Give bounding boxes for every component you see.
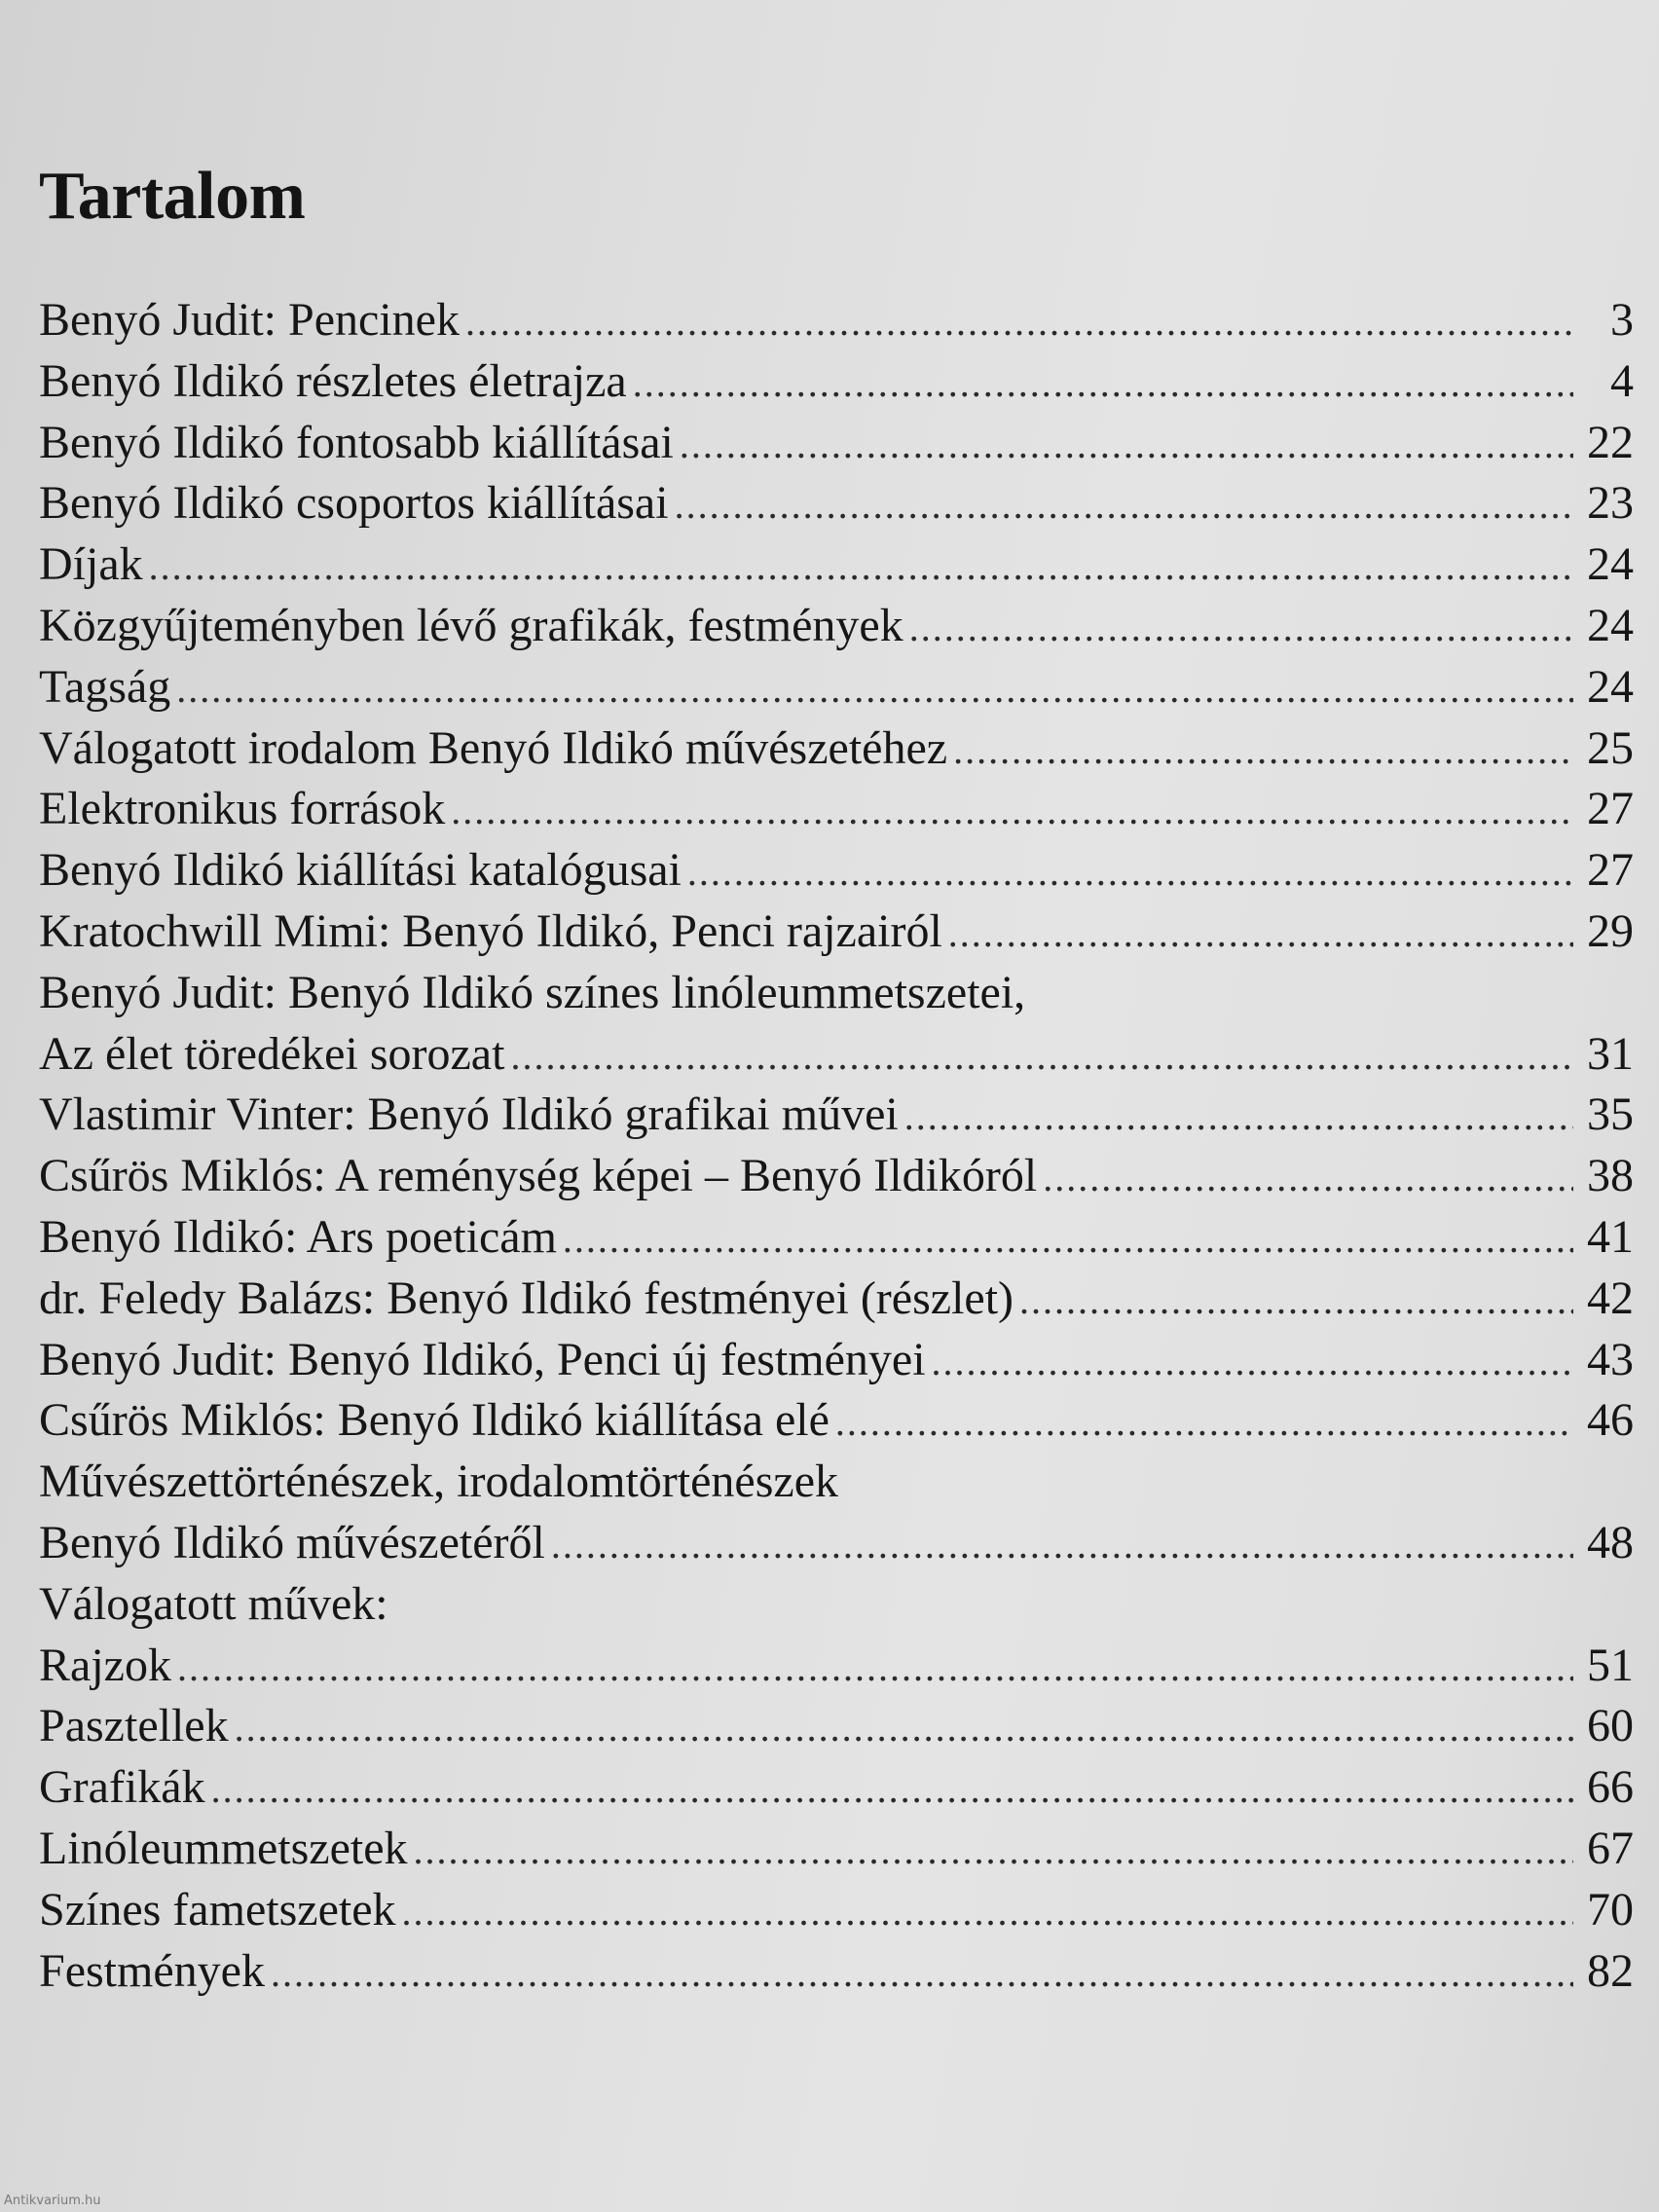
toc-entry [39,1269,1634,1330]
dot-leader [1043,1148,1573,1209]
dot-leader [633,353,1573,415]
dot-leader [235,1698,1573,1759]
table-of-contents [39,290,1634,2002]
toc-entry [39,351,1634,413]
toc-entry [39,1452,1634,1513]
toc-entry [39,1636,1634,1697]
toc-entry-page-number: 25 [1587,721,1634,774]
toc-entry [39,1574,1634,1636]
toc-entry [39,1390,1634,1452]
toc-entry-page-number: 27 [1587,783,1634,835]
toc-entry-page-number: 35 [1587,1088,1634,1141]
toc-entry [39,290,1634,351]
toc-entry-title: Közgyűjteményben lévő grafikák, festmények [39,599,903,651]
dot-leader [149,536,1573,598]
toc-entry-page-number: 29 [1587,904,1634,957]
dot-leader [904,1087,1573,1148]
dot-leader [465,292,1573,353]
toc-entry-page-number: 24 [1587,599,1634,651]
toc-entry-title: dr. Feledy Balázs: Benyó Ildikó festményei (részlet) [39,1272,1014,1324]
dot-leader [680,415,1573,476]
dot-leader [414,1821,1573,1882]
toc-entry-title: Válogatott irodalom Benyó Ildikó művészetéhez [39,721,948,774]
toc-entry-title: Csűrös Miklós: A reménység képei – Benyó Ildikóról [39,1150,1038,1202]
toc-entry [39,963,1634,1024]
toc-entry-page-number: 43 [1587,1333,1634,1385]
toc-entry-title: Benyó Ildikó művészetéről [39,1516,545,1568]
dot-leader [402,1882,1573,1943]
toc-entry-page-number: 42 [1587,1272,1634,1324]
toc-entry [39,779,1634,840]
toc-entry [39,1757,1634,1819]
toc-entry [39,719,1634,780]
dot-leader [687,842,1573,903]
toc-entry-page-number: 23 [1587,477,1634,530]
toc-entry-title: Díjak [39,538,143,591]
toc-entry [39,1941,1634,2003]
dot-leader [551,1515,1573,1576]
toc-entry-page-number: 60 [1587,1700,1634,1752]
toc-entry-page-number: 24 [1587,538,1634,591]
toc-entry [39,1146,1634,1207]
dot-leader [510,1026,1573,1088]
dot-leader [563,1209,1573,1271]
toc-entry-page-number: 3 [1610,294,1634,346]
toc-entry [39,1819,1634,1880]
toc-entry-page-number: 41 [1587,1210,1634,1263]
dot-leader [451,781,1573,842]
toc-entry-page-number: 31 [1587,1027,1634,1080]
toc-entry-page-number: 48 [1587,1516,1634,1568]
toc-entry-title: Színes fametszetek [39,1883,396,1936]
toc-entry-title: Csűrös Miklós: Benyó Ildikó kiállítása elé [39,1394,830,1447]
toc-entry [39,902,1634,963]
page-title: Tartalom [39,159,306,234]
toc-entry-title: Az élet töredékei sorozat [39,1027,505,1080]
dot-leader [835,1392,1573,1454]
toc-entry-title: Benyó Ildikó kiállítási katalógusai [39,844,682,897]
toc-entry-page-number: 46 [1587,1394,1634,1447]
toc-entry-page-number: 51 [1587,1639,1634,1691]
toc-entry-page-number: 66 [1587,1761,1634,1814]
toc-entry-page-number: 27 [1587,844,1634,897]
toc-entry-title: Vlastimir Vinter: Benyó Ildikó grafikai művei [39,1088,899,1141]
toc-entry-title: Válogatott művek: [39,1577,388,1630]
toc-entry-page-number: 38 [1587,1150,1634,1202]
toc-entry-page-number: 22 [1587,416,1634,468]
toc-entry-title: Elektronikus források [39,783,446,835]
toc-entry [39,1024,1634,1086]
dot-leader [1019,1271,1573,1332]
toc-entry-page-number: 82 [1587,1944,1634,1997]
toc-entry-title: Benyó Ildikó csoportos kiállításai [39,477,669,530]
toc-entry-page-number: 4 [1610,354,1634,407]
toc-entry [39,657,1634,719]
toc-entry [39,596,1634,657]
toc-entry-title: Benyó Judit: Benyó Ildikó színes linóleummetszetei, [39,966,1026,1018]
toc-entry [39,840,1634,902]
toc-entry-page-number: 70 [1587,1883,1634,1936]
toc-entry [39,1696,1634,1757]
toc-entry-title: Benyó Ildikó fontosabb kiállításai [39,416,674,468]
toc-entry-page-number: 24 [1587,660,1634,713]
toc-entry-title: Rajzok [39,1639,171,1691]
dot-leader [932,1332,1573,1393]
toc-entry-title: Tagság [39,660,171,713]
toc-entry-title: Grafikák [39,1761,205,1814]
dot-leader [271,1943,1573,2005]
dot-leader [953,720,1573,782]
dot-leader [675,475,1573,536]
toc-entry [39,473,1634,535]
watermark: Antikvarium.hu [4,2194,101,2208]
dot-leader [211,1759,1573,1821]
toc-entry-title: Művészettörténészek, irodalomtörténészek [39,1456,839,1508]
toc-entry-title: Benyó Ildikó: Ars poeticám [39,1210,557,1263]
toc-entry-title: Benyó Ildikó részletes életrajza [39,354,627,407]
toc-entry [39,413,1634,474]
dot-leader [909,598,1573,659]
dot-leader [948,903,1573,965]
toc-entry [39,1085,1634,1146]
toc-entry [39,1207,1634,1269]
toc-entry-title: Pasztellek [39,1700,229,1752]
toc-entry [39,1513,1634,1574]
toc-entry [39,535,1634,596]
toc-entry-title: Benyó Judit: Benyó Ildikó, Penci új festményei [39,1333,926,1385]
toc-entry-page-number: 67 [1587,1822,1634,1874]
dot-leader [177,1638,1573,1699]
toc-entry-title: Festmények [39,1944,265,1997]
toc-entry [39,1330,1634,1391]
toc-entry-title: Kratochwill Mimi: Benyó Ildikó, Penci rajzairól [39,904,942,957]
dot-leader [176,659,1573,720]
toc-entry [39,1880,1634,1941]
toc-entry-title: Benyó Judit: Pencinek [39,294,460,346]
toc-entry-title: Linóleummetszetek [39,1822,408,1874]
